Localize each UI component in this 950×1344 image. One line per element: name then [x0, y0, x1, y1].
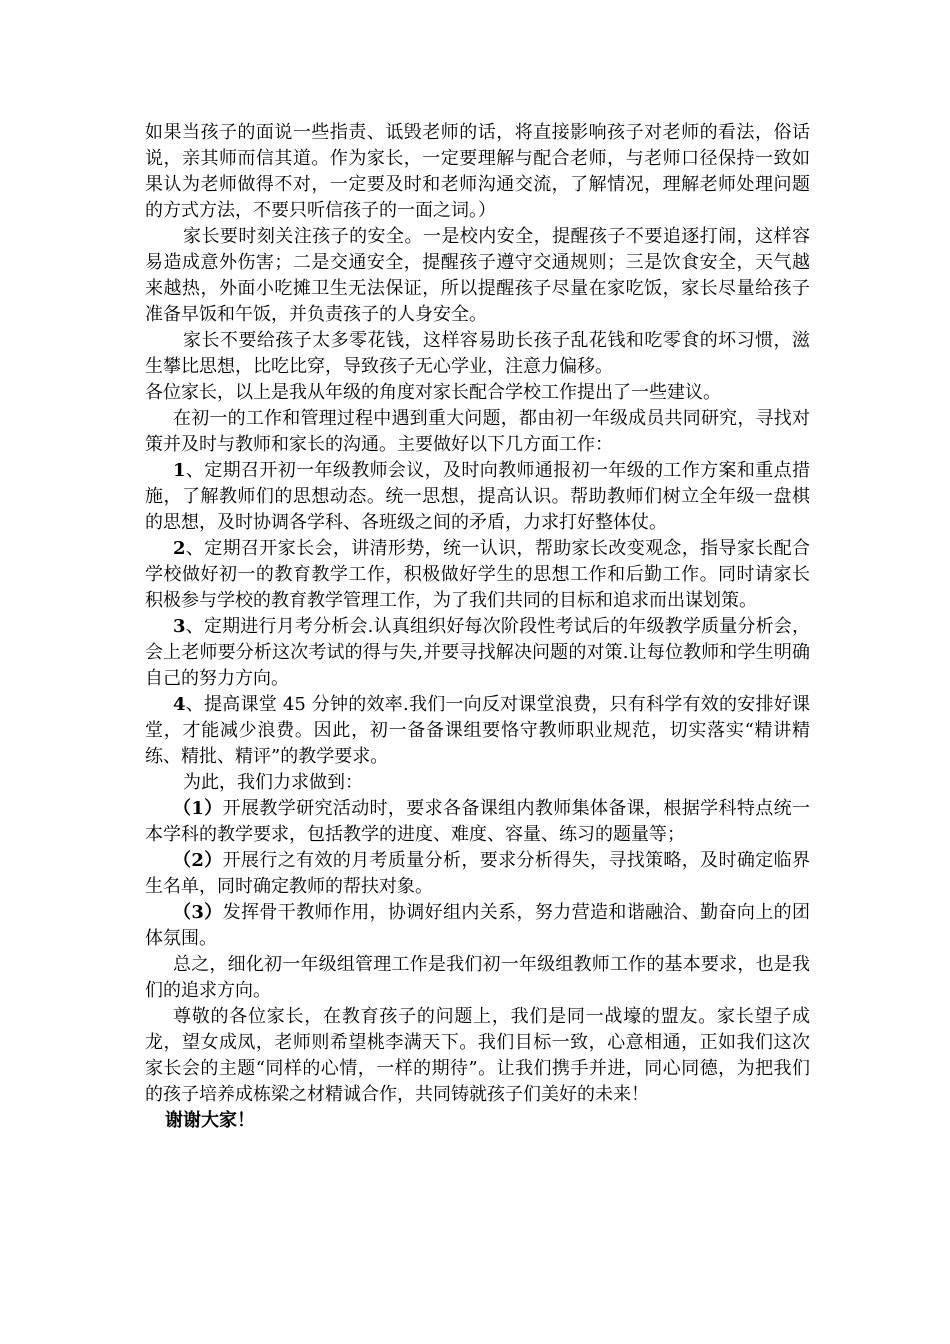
item-number: （2）	[173, 850, 223, 871]
item-text: 发挥骨干教师作用，协调好组内关系，努力营造和谐融洽、勤奋向上的团体氛围。	[145, 902, 810, 949]
item-text: 、提高课堂 45 分钟的效率.我们一向反对课堂浪费，只有科学有效的安排好课堂，才能减少浪费。因此，初一备备课组要恪守教师职业规范，切实落实“精讲精练、精批、精评”的教学要求。	[145, 694, 810, 767]
item-number: 2	[173, 538, 186, 559]
closing-line: 谢谢大家！	[165, 1110, 255, 1131]
paragraph: 各位家长，以上是我从年级的角度对家长配合学校工作提出了一些建议。	[145, 382, 721, 403]
item-text: 、定期进行月考分析会.认真组织好每次阶段性考试后的年级教学质量分析会，会上老师要分析这次考试的得与失,并要寻找解决问题的对策.让每位教师和学生明确自己的努力方向。	[145, 616, 810, 689]
paragraph: 为此，我们力求做到：	[183, 772, 363, 793]
item-text: 开展行之有效的月考质量分析，要求分析得失，寻找策略，及时确定临界生名单，同时确定教师的帮扶对象。	[145, 850, 810, 897]
numbered-paragraph	[145, 900, 810, 952]
paragraph: 如果当孩子的面说一些指责、诋毁老师的话，将直接影响孩子对老师的看法，俗话说，亲其师而信其道。作为家长，一定要理解与配合老师，与老师口径保持一致如果认为老师做得不对，一定要及时和老师沟通交流，了解情况，理解老师处理问题的方式方法，不要只听信孩子的一面之词。）	[145, 122, 810, 221]
numbered-paragraph	[145, 614, 810, 692]
item-number: （3）	[173, 902, 223, 923]
item-text: 、定期召开家长会，讲清形势，统一认识，帮助家长改变观念，指导家长配合学校做好初一的教育教学工作，积极做好学生的思想工作和后勤工作。同时请家长积极参与学校的教育教学管理工作，为了我们共同的目标和追求而出谋划策。	[145, 538, 810, 611]
item-number: 3	[173, 616, 186, 637]
numbered-paragraph	[145, 692, 810, 770]
numbered-paragraph	[145, 796, 810, 848]
paragraph: 尊敬的各位家长，在教育孩子的问题上，我们是同一战壕的盟友。家长望子成龙，望女成凤，老师则希望桃李满天下。我们目标一致，心意相通，正如我们这次家长会的主题“同样的心情，一样的期待”。让我们携手并进，同心同德，为把我们的孩子培养成栋梁之材精诚合作，共同铸就孩子们美好的未来！	[145, 1006, 810, 1105]
item-number: 4	[173, 694, 186, 715]
item-number: （1）	[173, 798, 223, 819]
paragraph: 家长不要给孩子太多零花钱，这样容易助长孩子乱花钱和吃零食的坏习惯，滋生攀比思想，比吃比穿，导致孩子无心学业，注意力偏移。	[145, 330, 810, 377]
paragraph: 总之，细化初一年级组管理工作是我们初一年级组教师工作的基本要求，也是我们的追求方向。	[145, 954, 810, 1001]
numbered-paragraph	[145, 848, 810, 900]
item-number: 1	[173, 460, 186, 481]
document-body	[145, 120, 810, 1134]
item-text: 开展教学研究活动时，要求各备课组内教师集体备课，根据学科特点统一本学科的教学要求，包括教学的进度、难度、容量、练习的题量等；	[145, 798, 810, 845]
numbered-paragraph	[145, 458, 810, 536]
item-text: 、定期召开初一年级教师会议，及时向教师通报初一年级的工作方案和重点措施，了解教师们的思想动态。统一思想，提高认识。帮助教师们树立全年级一盘棋的思想，及时协调各学科、各班级之间的矛盾，力求打好整体仗。	[145, 460, 810, 533]
paragraph: 在初一的工作和管理过程中遇到重大问题，都由初一年级成员共同研究，寻找对策并及时与教师和家长的沟通。主要做好以下几方面工作：	[145, 408, 810, 455]
paragraph: 家长要时刻关注孩子的安全。一是校内安全，提醒孩子不要追逐打闹，这样容易造成意外伤害；二是交通安全，提醒孩子遵守交通规则；三是饮食安全，天气越来越热，外面小吃摊卫生无法保证，所以提醒孩子尽量在家吃饭，家长尽量给孩子准备早饭和午饭，并负责孩子的人身安全。	[145, 226, 810, 325]
numbered-paragraph	[145, 536, 810, 614]
